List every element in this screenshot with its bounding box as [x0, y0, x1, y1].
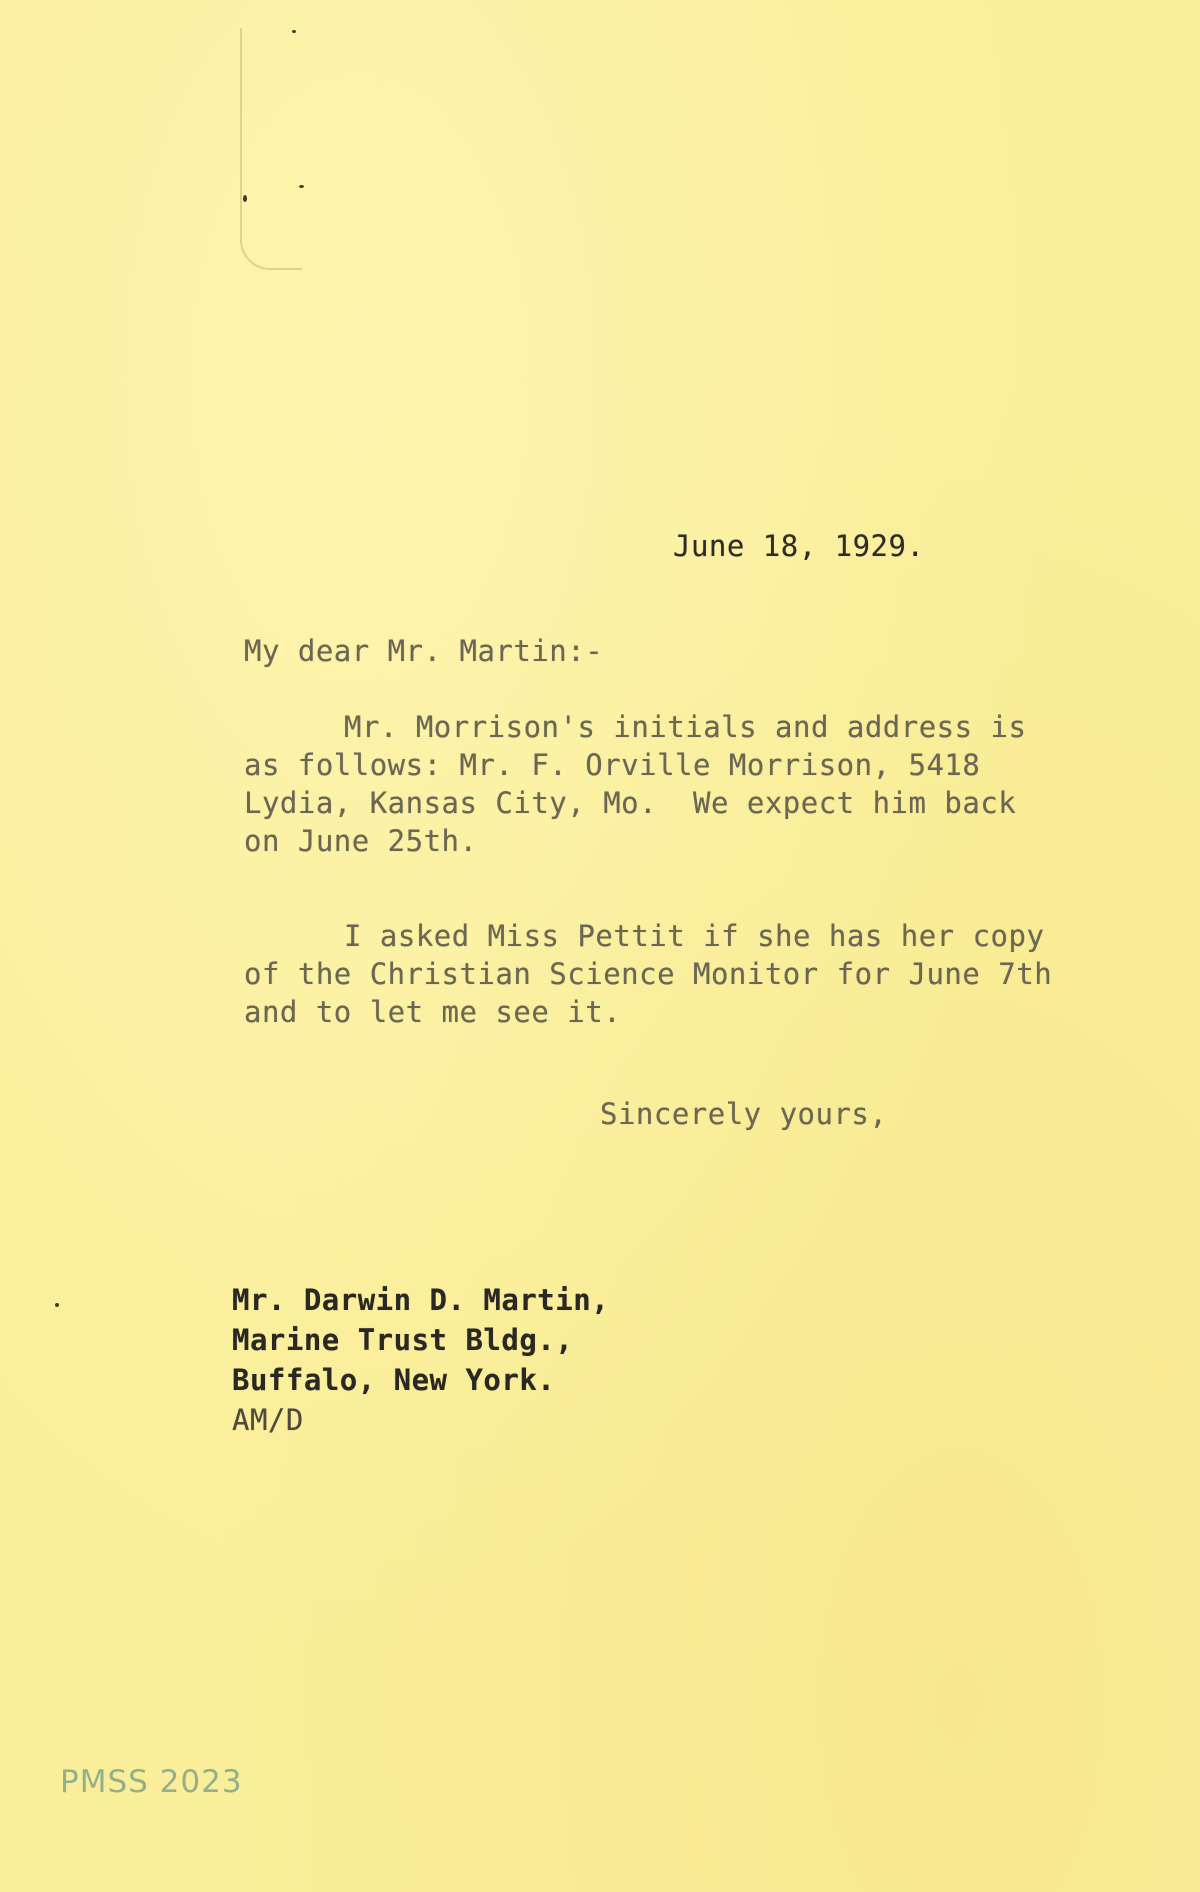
recipient-address — [232, 1280, 609, 1440]
ink-speck — [292, 30, 296, 33]
recipient-name: Mr. Darwin D. Martin, — [232, 1283, 610, 1317]
recipient-building: Marine Trust Bldg., — [232, 1323, 574, 1357]
watermark: PMSS 2023 — [60, 1764, 243, 1800]
paragraph-2-line: of the Christian Science Monitor for June 7th — [244, 957, 1053, 991]
paragraph-2-line: I asked Miss Pettit if she has her copy — [344, 919, 1045, 953]
recipient-city: Buffalo, New York. — [232, 1363, 556, 1397]
closing: Sincerely yours, — [600, 1097, 888, 1131]
salutation: My dear Mr. Martin:- — [244, 634, 604, 668]
ink-speck — [243, 195, 247, 202]
letter-date: June 18, 1929. — [673, 529, 925, 563]
paragraph-1 — [244, 708, 1026, 860]
paragraph-2 — [244, 917, 1052, 1031]
paragraph-1-line: as follows: Mr. F. Orville Morrison, 5418 — [244, 748, 981, 782]
typist-initials: AM/D — [232, 1403, 304, 1437]
paragraph-1-line: Lydia, Kansas City, Mo. We expect him back — [244, 786, 1017, 820]
binding-mark — [240, 28, 302, 270]
paragraph-2-line: and to let me see it. — [244, 995, 622, 1029]
paragraph-1-line: on June 25th. — [244, 824, 478, 858]
ink-speck — [299, 185, 304, 188]
paragraph-1-line: Mr. Morrison's initials and address is — [344, 710, 1027, 744]
ink-speck — [55, 1303, 59, 1307]
